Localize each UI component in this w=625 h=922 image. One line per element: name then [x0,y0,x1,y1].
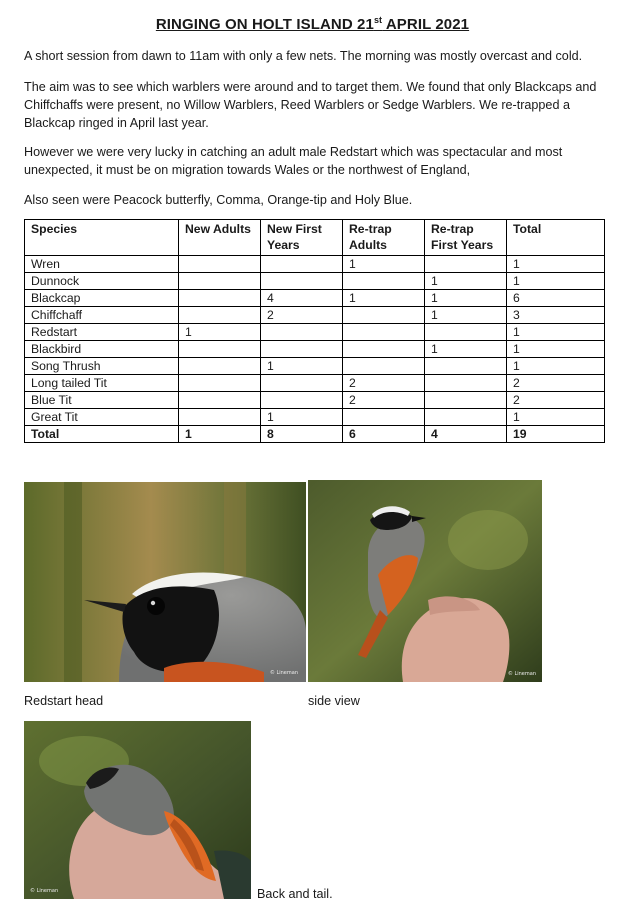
cell-total-label: Total [25,426,179,443]
cell-new-adults [179,256,261,273]
table-row [25,375,605,392]
ringing-results-table [24,219,605,443]
cell-species: Dunnock [25,273,179,290]
table-row [25,273,605,290]
cell-total-new-first-years: 8 [261,426,343,443]
cell-new-adults [179,375,261,392]
title-tail: APRIL 2021 [382,16,470,33]
cell-grand-total: 19 [507,426,605,443]
cell-retrap-first-years [425,256,507,273]
cell-species: Wren [25,256,179,273]
title-superscript: st [373,15,383,25]
cell-total: 2 [507,392,605,409]
header-retrap-adults: Re-trap Adults [343,220,425,256]
table-row [25,358,605,375]
cell-species: Redstart [25,324,179,341]
page-title [0,15,625,33]
caption-redstart-head: Redstart head [24,694,104,708]
cell-new-first-years [261,256,343,273]
also-seen-paragraph: Also seen were Peacock butterfly, Comma, Orange-tip and Holy Blue. [24,193,413,207]
cell-species: Blackbird [25,341,179,358]
cell-total: 6 [507,290,605,307]
table-row [25,341,605,358]
cell-new-adults [179,409,261,426]
photo-credit: © Lineman [30,888,59,894]
table-total-row [25,426,605,443]
aim-paragraph: The aim was to see which warblers were around and to target them. We found that only Blackcaps and Chiffchaffs were present, no Willow Warblers, Reed Warblers or Sedge Warblers. We re-trapped a Blackcap ringed in April last year. [24,80,597,130]
cell-total-retrap-adults: 6 [343,426,425,443]
table-row [25,409,605,426]
redstart-paragraph: However we were very lucky in catching an adult male Redstart which was spectacular and most unexpected, it must be on migration towards Wales or the northwest of England, [24,145,563,177]
cell-total: 1 [507,409,605,426]
cell-retrap-first-years: 1 [425,273,507,290]
cell-new-adults [179,358,261,375]
cell-retrap-adults: 2 [343,375,425,392]
table-header-row [25,220,605,256]
cell-new-first-years [261,392,343,409]
cell-retrap-first-years [425,375,507,392]
caption-side-view: side view [308,694,360,708]
cell-retrap-adults [343,273,425,290]
cell-species: Great Tit [25,409,179,426]
cell-total: 1 [507,341,605,358]
cell-retrap-first-years: 1 [425,341,507,358]
cell-total: 1 [507,273,605,290]
redstart-head-photo [24,482,306,682]
cell-retrap-adults [343,324,425,341]
cell-retrap-first-years [425,324,507,341]
cell-new-adults [179,392,261,409]
cell-new-adults [179,290,261,307]
cell-new-first-years: 1 [261,358,343,375]
cell-new-adults: 1 [179,324,261,341]
photo-credit: © Lineman [269,670,298,676]
header-retrap-first-years: Re-trap First Years [425,220,507,256]
header-species: Species [25,220,179,256]
table-row [25,290,605,307]
cell-new-first-years [261,341,343,358]
cell-species: Song Thrush [25,358,179,375]
cell-species: Long tailed Tit [25,375,179,392]
table-row [25,324,605,341]
cell-new-first-years [261,375,343,392]
cell-new-first-years [261,324,343,341]
cell-new-first-years: 1 [261,409,343,426]
cell-retrap-first-years [425,409,507,426]
cell-species: Blackcap [25,290,179,307]
cell-retrap-adults: 1 [343,290,425,307]
cell-total: 1 [507,324,605,341]
cell-new-first-years [261,273,343,290]
cell-retrap-adults [343,307,425,324]
cell-total: 3 [507,307,605,324]
redstart-back-and-tail-photo [24,721,251,899]
cell-retrap-adults: 2 [343,392,425,409]
cell-retrap-first-years [425,358,507,375]
header-new-adults: New Adults [179,220,261,256]
intro-paragraph: A short session from dawn to 11am with only a few nets. The morning was mostly overcast and cold. [24,49,583,63]
cell-retrap-adults [343,409,425,426]
redstart-side-view-photo [308,480,542,682]
title-text: RINGING ON HOLT ISLAND 21 [155,16,374,33]
photo-credit: © Lineman [507,671,536,677]
table-row [25,256,605,273]
cell-retrap-first-years [425,392,507,409]
cell-retrap-first-years: 1 [425,290,507,307]
cell-total-new-adults: 1 [179,426,261,443]
cell-total-retrap-first-years: 4 [425,426,507,443]
cell-retrap-adults [343,341,425,358]
cell-new-adults [179,273,261,290]
cell-new-first-years: 4 [261,290,343,307]
cell-retrap-adults: 1 [343,256,425,273]
cell-retrap-first-years: 1 [425,307,507,324]
cell-total: 2 [507,375,605,392]
cell-new-first-years: 2 [261,307,343,324]
cell-total: 1 [507,256,605,273]
cell-species: Chiffchaff [25,307,179,324]
table-row [25,392,605,409]
cell-retrap-adults [343,358,425,375]
cell-species: Blue Tit [25,392,179,409]
cell-new-adults [179,341,261,358]
header-total: Total [507,220,605,256]
cell-total: 1 [507,358,605,375]
caption-back-and-tail: Back and tail. [257,887,333,901]
header-new-first-years: New First Years [261,220,343,256]
cell-new-adults [179,307,261,324]
table-row [25,307,605,324]
